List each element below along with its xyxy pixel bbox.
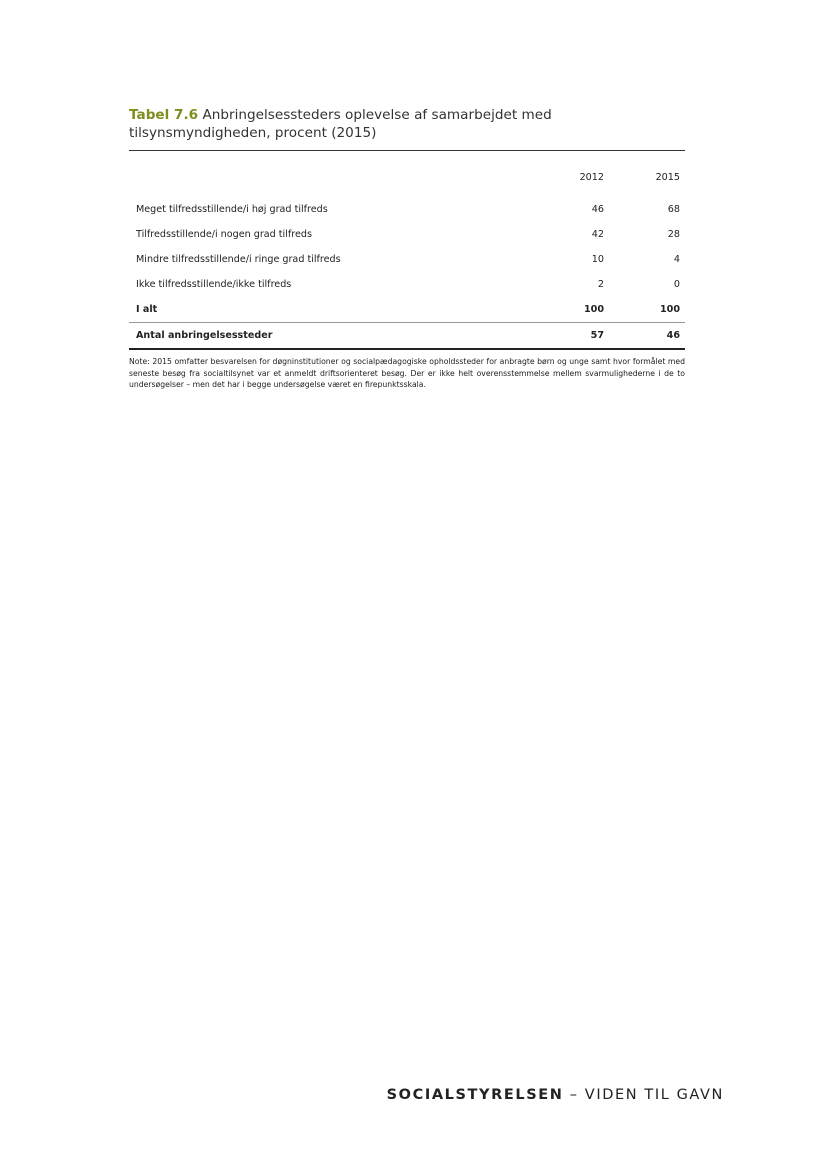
total-2012: 100 — [527, 297, 604, 323]
footer-brand: SOCIALSTYRELSEN — [386, 1087, 564, 1103]
data-table — [129, 150, 685, 350]
cell-2015: 28 — [667, 229, 680, 240]
cell-2015: 0 — [673, 279, 680, 290]
count-row — [129, 323, 685, 350]
row-label: Ikke tilfredsstillende/ikke tilfreds — [136, 279, 292, 290]
header-empty — [129, 151, 527, 198]
total-label: I alt — [129, 297, 527, 323]
footer-tagline: – VIDEN TIL GAVN — [563, 1087, 724, 1103]
table-header-row — [129, 151, 685, 198]
row-label: Mindre tilfredsstillende/i ringe grad tilfreds — [136, 254, 341, 265]
table-caption — [129, 106, 685, 142]
total-row — [129, 297, 685, 323]
table-number: Tabel 7.6 — [129, 107, 199, 123]
table-block — [129, 106, 685, 398]
total-2015: 100 — [604, 297, 685, 323]
table-row — [129, 272, 685, 297]
row-label: Tilfredsstillende/i nogen grad tilfreds — [136, 229, 312, 240]
cell-2015: 68 — [667, 204, 680, 215]
table-row — [129, 247, 685, 272]
cell-2012: 2 — [597, 279, 604, 290]
table-title: Anbringelsessteders oplevelse af samarbejdet med tilsynsmyndigheden, procent (2015) — [129, 107, 552, 141]
count-label: Antal anbringelsessteder — [129, 323, 527, 350]
cell-2012: 10 — [591, 254, 604, 265]
page-footer — [387, 1087, 724, 1103]
cell-2012: 42 — [591, 229, 604, 240]
table-note: Note: 2015 omfatter besvarelsen for døgninstitutioner og socialpædagogiske opholdssteder for anbragte børn og unge samt hvor formålet med seneste besøg fra socialtilsynet var et anmeldt driftsorienteret besøg. Der er ikke helt overensstemmelse mellem svarmulighederne i de to undersøgelser – men det har i begge undersøgelse været en firepunktsskala. — [129, 357, 685, 390]
count-2012: 57 — [527, 323, 604, 350]
table-row — [129, 222, 685, 247]
row-label: Meget tilfredsstillende/i høj grad tilfreds — [136, 204, 328, 215]
header-2012: 2012 — [579, 171, 604, 183]
header-2015: 2015 — [655, 171, 680, 183]
count-2015: 46 — [604, 323, 685, 350]
cell-2012: 46 — [591, 204, 604, 215]
table-row — [129, 197, 685, 222]
cell-2015: 4 — [673, 254, 680, 265]
